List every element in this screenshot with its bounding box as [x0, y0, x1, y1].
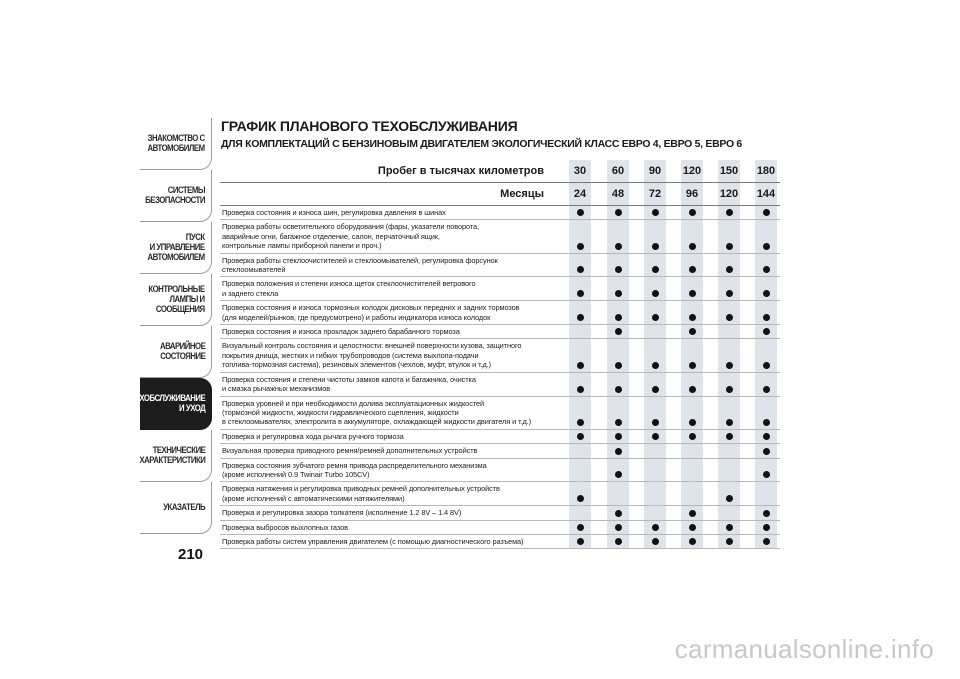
service-dot-icon: [689, 419, 696, 426]
sidebar-tab[interactable]: [140, 170, 212, 222]
sidebar-tab-label: АВАРИЙНОЕ СОСТОЯНИЕ: [159, 340, 205, 362]
table-row: [220, 444, 780, 458]
service-dot-icon: [763, 314, 770, 321]
service-dot-icon: [652, 524, 659, 531]
table-row: [220, 220, 780, 253]
service-dot-icon: [615, 471, 622, 478]
row-task-text: Проверка и регулировка хода рычага ручного тормоза: [222, 431, 404, 441]
months-value: 96: [685, 188, 699, 200]
sidebar-tab[interactable]: [140, 118, 212, 170]
sidebar-tab[interactable]: [140, 222, 212, 274]
service-dot-icon: [763, 386, 770, 393]
service-dot-icon: [763, 448, 770, 455]
table-row: [220, 373, 780, 397]
row-task-text: Проверка работы систем управления двигателем (с помощью диагностического разъема): [222, 536, 524, 546]
page-number: 210: [178, 546, 204, 563]
service-dot-icon: [652, 314, 659, 321]
service-dot-icon: [577, 433, 584, 440]
service-dot-icon: [615, 362, 622, 369]
service-dot-icon: [615, 328, 622, 335]
months-value: 24: [573, 188, 587, 200]
table-row: [220, 459, 780, 483]
service-dot-icon: [577, 209, 584, 216]
row-task-text: Проверка натяжения и регулировка приводных ремней дополнительных устройств (кроме исполнений с автоматическими натяжителями): [222, 484, 500, 503]
months-value: 144: [756, 188, 776, 200]
service-dot-icon: [652, 433, 659, 440]
service-dot-icon: [726, 362, 733, 369]
months-header-row: [220, 183, 780, 205]
service-dot-icon: [726, 433, 733, 440]
km-value: 180: [756, 165, 776, 177]
service-dot-icon: [652, 538, 659, 545]
service-dot-icon: [763, 362, 770, 369]
service-dot-icon: [763, 433, 770, 440]
service-dot-icon: [763, 266, 770, 273]
sidebar-tab-label: УКАЗАТЕЛЬ: [163, 501, 205, 513]
sidebar-tab-label: ТЕХОБСЛУЖИВАНИЕ И УХОД: [130, 392, 205, 414]
service-dot-icon: [577, 314, 584, 321]
service-dot-icon: [689, 209, 696, 216]
sidebar-tab-label: ТЕХНИЧЕСКИЕ ХАРАКТЕРИСТИКИ: [139, 444, 205, 466]
service-dot-icon: [615, 290, 622, 297]
row-task-text: Визуальная проверка приводного ремня/ремней дополнительных устройств: [222, 446, 478, 456]
km-value: 150: [719, 165, 739, 177]
service-dot-icon: [763, 538, 770, 545]
table-row: [220, 506, 780, 520]
service-dot-icon: [763, 471, 770, 478]
service-dot-icon: [726, 243, 733, 250]
service-dot-icon: [689, 290, 696, 297]
km-header-label: Пробег в тысячах километров: [377, 165, 544, 177]
service-dot-icon: [615, 538, 622, 545]
row-task-text: Проверка состояния и износа тормозных колодок дисковых передних и задних тормозов (для моделей/рынков, где предусмотрено) и работы индикатора износа колодок: [222, 303, 520, 322]
sidebar-tab[interactable]: [140, 326, 212, 378]
sidebar-tab[interactable]: [130, 378, 212, 430]
service-dot-icon: [615, 433, 622, 440]
service-dot-icon: [577, 362, 584, 369]
sidebar-tab[interactable]: [140, 274, 212, 326]
service-dot-icon: [577, 386, 584, 393]
service-dot-icon: [689, 314, 696, 321]
months-value: 72: [648, 188, 662, 200]
service-dot-icon: [689, 524, 696, 531]
watermark: carmanualsonline.info: [674, 634, 934, 664]
table-row: [220, 535, 780, 549]
row-task-text: Проверка выбросов выхлопных газов: [222, 522, 348, 532]
table-row: [220, 277, 780, 301]
service-dot-icon: [726, 538, 733, 545]
service-dot-icon: [726, 266, 733, 273]
table-row: [220, 339, 780, 372]
service-dot-icon: [577, 266, 584, 273]
service-dot-icon: [689, 433, 696, 440]
sidebar-tab[interactable]: [140, 430, 212, 482]
table-row: [220, 397, 780, 430]
service-dot-icon: [615, 314, 622, 321]
row-task-text: Проверка работы осветительного оборудования (фары, указатели поворота, аварийные огни, багажное отделение, салон, перчаточный ящик, контрольные лампы приборной панели и проч.): [222, 222, 480, 251]
service-dot-icon: [763, 419, 770, 426]
table-row: [220, 482, 780, 506]
row-task-text: Проверка состояния и износа прокладок заднего барабанного тормоза: [222, 327, 460, 337]
service-dot-icon: [726, 524, 733, 531]
service-dot-icon: [689, 510, 696, 517]
service-dot-icon: [763, 524, 770, 531]
row-task-text: Визуальный контроль состояния и целостности: внешней поверхности кузова, защитного покрытия днища, жестких и гибких трубопроводов (система выхлопа-подачи топлива-тормозная система), резиновых элементов (чехлов, муфт, втулок и т.д.): [222, 341, 522, 370]
table-row: [220, 206, 780, 220]
row-task-text: Проверка состояния и степени чистоты замков капота и багажника, очистка и смазка рычажных механизмов: [222, 374, 476, 394]
service-dot-icon: [615, 209, 622, 216]
service-dot-icon: [763, 328, 770, 335]
months-header-label: Месяцы: [500, 188, 544, 200]
service-dot-icon: [615, 524, 622, 531]
table-row: [220, 430, 780, 444]
km-value: 60: [611, 165, 625, 177]
row-task-text: Проверка положения и степени износа щеток стеклоочистителей ветрового и заднего стекла: [222, 279, 476, 298]
row-task-text: Проверка работы стеклоочистителей и стеклоомывателей, регулировка форсунок стеклоомывателей: [222, 255, 498, 275]
sidebar-tab-label: ПУСК И УПРАВЛЕНИЕ АВТОМОБИЛЕМ: [147, 231, 205, 263]
service-dot-icon: [652, 290, 659, 297]
service-dot-icon: [726, 419, 733, 426]
service-dot-icon: [652, 266, 659, 273]
service-dot-icon: [689, 538, 696, 545]
service-dot-icon: [615, 419, 622, 426]
service-dot-icon: [615, 243, 622, 250]
service-dot-icon: [615, 510, 622, 517]
km-value: 30: [573, 165, 587, 177]
service-dot-icon: [726, 386, 733, 393]
page-subtitle: ДЛЯ КОМПЛЕКТАЦИЙ С БЕНЗИНОВЫМ ДВИГАТЕЛЕМ ЭКОЛОГИЧЕСКИЙ КЛАСС ЕВРО 4, ЕВРО 5, ЕВРО 6: [221, 138, 742, 150]
service-dot-icon: [577, 538, 584, 545]
service-dot-icon: [726, 290, 733, 297]
row-task-text: Проверка состояния зубчатого ремня привода распределительного механизма (кроме исполнений 0.9 Twinair Turbo 105CV): [222, 460, 487, 479]
service-dot-icon: [652, 362, 659, 369]
km-header-row: [220, 160, 780, 182]
sidebar-tab-label: СИСТЕМЫ БЕЗОПАСНОСТИ: [145, 184, 205, 206]
sidebar-tab-label: КОНТРОЛЬНЫЕ ЛАМПЫ И СООБЩЕНИЯ: [148, 283, 205, 315]
table-row: [220, 521, 780, 535]
service-dot-icon: [577, 290, 584, 297]
sidebar: [130, 118, 212, 534]
table-row: [220, 325, 780, 339]
service-dot-icon: [689, 328, 696, 335]
service-dot-icon: [652, 209, 659, 216]
sidebar-tab[interactable]: [140, 482, 212, 534]
service-dot-icon: [689, 362, 696, 369]
service-dot-icon: [652, 419, 659, 426]
months-value: 120: [719, 188, 739, 200]
service-dot-icon: [652, 243, 659, 250]
service-dot-icon: [577, 419, 584, 426]
service-dot-icon: [763, 243, 770, 250]
service-dot-icon: [726, 209, 733, 216]
service-dot-icon: [689, 386, 696, 393]
page-title: ГРАФИК ПЛАНОВОГО ТЕХОБСЛУЖИВАНИЯ: [221, 118, 518, 134]
service-dot-icon: [689, 243, 696, 250]
service-dot-icon: [726, 495, 733, 502]
service-dot-icon: [763, 209, 770, 216]
service-dot-icon: [577, 495, 584, 502]
service-dot-icon: [652, 386, 659, 393]
row-task-text: Проверка и регулировка зазора толкателя (исполнение 1.2 8V – 1.4 8V): [222, 508, 462, 518]
table-row: [220, 254, 780, 278]
km-value: 120: [682, 165, 702, 177]
km-value: 90: [648, 165, 662, 177]
service-dot-icon: [577, 524, 584, 531]
service-dot-icon: [689, 266, 696, 273]
service-dot-icon: [615, 266, 622, 273]
service-dot-icon: [615, 448, 622, 455]
months-value: 48: [611, 188, 625, 200]
maintenance-table: [220, 160, 780, 549]
service-dot-icon: [577, 243, 584, 250]
sidebar-tab-label: ЗНАКОМСТВО С АВТОМОБИЛЕМ: [147, 132, 205, 154]
row-task-text: Проверка состояния и износа шин, регулировка давления в шинах: [222, 208, 446, 217]
service-dot-icon: [726, 314, 733, 321]
table-row: [220, 301, 780, 325]
service-dot-icon: [763, 510, 770, 517]
service-dot-icon: [763, 290, 770, 297]
row-task-text: Проверка уровней и при необходимости долива эксплуатационных жидкостей (тормозной жидкости, жидкости гидравлического сцепления, жидкости в стеклоомывателях, электролита в аккумуляторе, охлаждающей жидкости двигателя и т.д.): [222, 398, 532, 427]
service-dot-icon: [615, 386, 622, 393]
table-body: [220, 206, 780, 549]
